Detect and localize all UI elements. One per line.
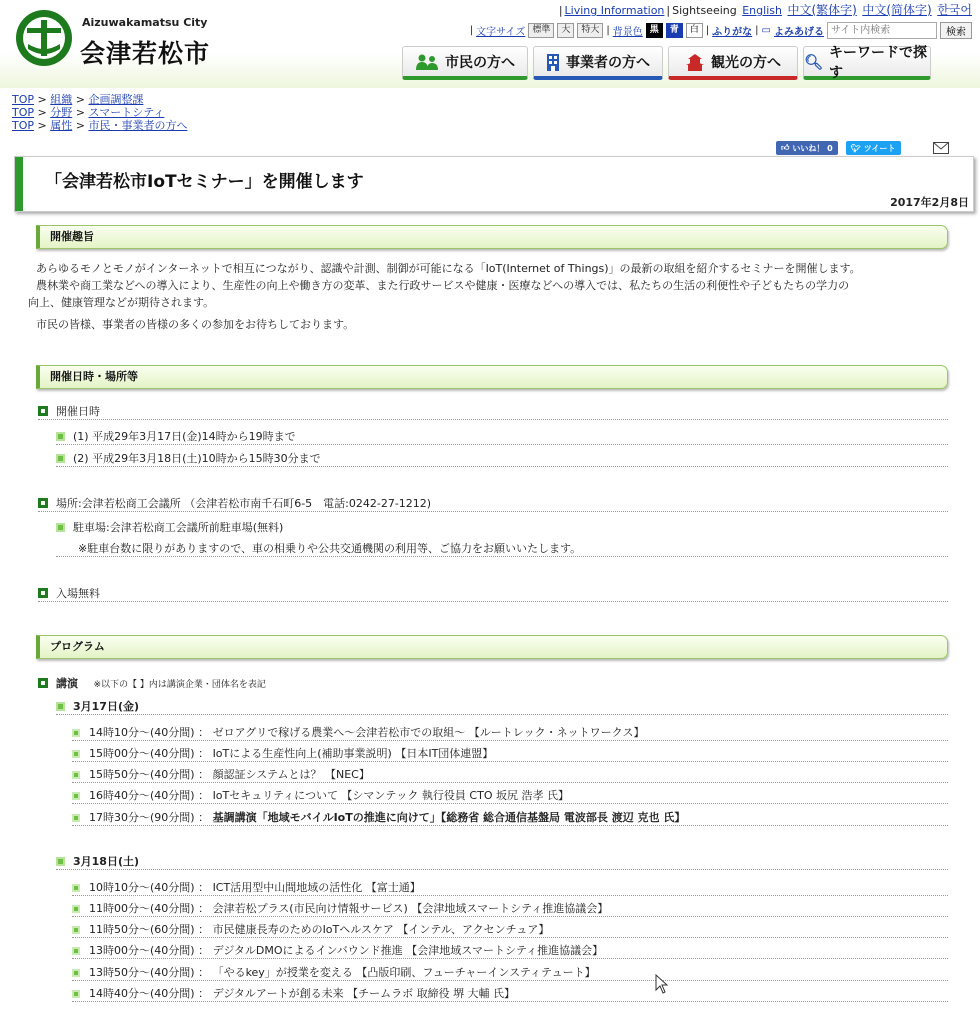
magnifier-icon: 🔍︎: [804, 52, 824, 71]
purpose-line: 向上、健康管理などが期待されます。: [28, 296, 215, 309]
program-item: [72, 901, 948, 917]
bg-black-button[interactable]: 黒: [646, 23, 663, 38]
program-text: 10時10分～(40分間) ： ICT活用型中山間地域の活性化 【富士通】: [89, 881, 421, 894]
day-label: 3月18日(土): [73, 855, 140, 868]
program-text: 15時50分～(40分間) ： 顔認証システムとは？ 【NEC】: [89, 768, 370, 781]
site-search-input[interactable]: [827, 22, 937, 39]
square-bullet-icon: [56, 523, 65, 532]
mail-icon[interactable]: [933, 142, 949, 154]
program-text: 13時50分～(40分間) ： 「やるkey」が授業を変える 【凸版印刷、フューチャーインスティテュート】: [89, 966, 596, 979]
list-item: [56, 451, 948, 467]
program-text: 15時00分～(40分間) ： IoTによる生産性向上(補助事業説明) 【日本IT団体連盟】: [89, 747, 494, 760]
nav-tourism-label: 観光の方へ: [711, 54, 781, 71]
building-icon: [546, 53, 560, 71]
list-item: [56, 520, 948, 535]
square-bullet-icon: [38, 678, 48, 688]
purpose-line: あらゆるモノとモノがインターネットで相互につながり、認識や計測、制御が可能になる「IoT(Internet of Things)」の最新の取組を紹介するセミナーを開催します。: [36, 262, 861, 275]
twitter-bird-icon: 🐦︎: [850, 143, 861, 153]
purpose-line: 農林業や商工業などへの導入により、生産性の向上や働き方の変革、また行政サービスや健康・医療などへの導入では、私たちの生活の利便性や子どもたちの学力の: [36, 279, 850, 292]
program-text: 11時50分～(60分間) ： 市民健康長寿のためのIoTヘルスケア 【インテル、アクセンチュア】: [89, 923, 550, 936]
venue-text: 場所:会津若松商工会議所 （会津若松市南千石町6-5 電話:0242-27-1212): [56, 497, 432, 510]
program-item: [72, 986, 948, 1002]
search-button[interactable]: 検索: [940, 22, 972, 39]
list-item: [38, 586, 948, 602]
thumbs-up-icon: 👍︎: [781, 143, 790, 152]
program-item-keynote: [72, 810, 948, 826]
section-heading-program: プログラム: [36, 635, 948, 659]
traditional-chinese-link[interactable]: 中文(繁体字): [787, 3, 857, 17]
font-size-standard-button[interactable]: 標準: [528, 23, 554, 38]
tweet-button[interactable]: [846, 141, 901, 155]
keynote-text: 基調講演「地域モバイルIoTの推進に向けて」【総務省 総合通信基盤局 電波部長 渡辺 克也 氏】: [212, 811, 686, 824]
list-item: [38, 496, 948, 512]
program-item: [72, 767, 948, 783]
korean-link[interactable]: 한국어: [937, 3, 972, 17]
breadcrumb-link[interactable]: 属性: [50, 119, 73, 132]
nav-keyword-label: キーワードで探す: [829, 44, 928, 81]
parking-note: ※駐車台数に限りがありますので、車の相乗りや公共交通機関の利用等、ご協力をお願いいたします。: [78, 542, 582, 555]
section-heading-schedule: 開催日時・場所等: [36, 365, 948, 389]
people-icon: [415, 54, 439, 70]
site-header: [0, 0, 980, 88]
font-size-xlarge-button[interactable]: 特大: [577, 23, 603, 38]
square-bullet-icon: [72, 729, 80, 737]
breadcrumb: TOP > 分野 > スマートシティ: [12, 106, 165, 119]
list-item: [56, 429, 948, 445]
section-heading-purpose: 開催趣旨: [36, 225, 948, 249]
breadcrumbs: [12, 93, 187, 132]
simplified-chinese-link[interactable]: 中文(简体字): [862, 3, 932, 17]
datetime-label: 開催日時: [56, 405, 100, 418]
nav-keyword-search-button[interactable]: [803, 46, 931, 80]
program-item: [72, 943, 948, 959]
square-bullet-icon: [72, 884, 80, 892]
bg-white-button[interactable]: 白: [686, 23, 703, 38]
city-emblem-icon[interactable]: [14, 8, 74, 68]
breadcrumb-link[interactable]: 組織: [50, 93, 73, 106]
program-item: [72, 965, 948, 981]
nav-citizens-button[interactable]: [402, 46, 528, 80]
living-information-link[interactable]: Living Information: [564, 4, 665, 17]
castle-icon: [685, 53, 705, 71]
nav-business-button[interactable]: [533, 46, 663, 80]
sightseeing-link[interactable]: Sightseeing: [672, 4, 737, 17]
program-text: 14時10分～(40分間) ： ゼロアグリで稼げる農業へ～会津若松市での取組～ 【ルートレック・ネットワークス】: [89, 726, 645, 739]
lecture-label: 講演: [56, 677, 78, 690]
accessibility-toolbar: | 文字サイズ 標準 大 特大 | 背景色 黒 青 白 | ふりがな | ▭ よみあげる サイト内検索 検索: [470, 22, 972, 39]
logo-english[interactable]: Aizuwakamatsu City: [82, 16, 208, 29]
nav-tourism-button[interactable]: [668, 46, 798, 80]
program-text: 14時40分～(40分間) ： デジタルアートが創る未来 【チームラボ 取締役 堺 大輔 氏】: [89, 987, 516, 1000]
like-label: いいね！ 0: [792, 143, 833, 153]
main-navigation: [402, 46, 931, 80]
square-bullet-icon: [72, 905, 80, 913]
publish-date: 2017年2月8日: [890, 196, 969, 209]
square-bullet-icon: [56, 432, 65, 441]
bg-blue-button[interactable]: 青: [666, 23, 683, 38]
share-buttons: [776, 141, 949, 155]
breadcrumb-top-link[interactable]: TOP: [12, 106, 35, 119]
bg-color-label: 背景色: [612, 27, 643, 38]
breadcrumb-link[interactable]: スマートシティ: [88, 106, 165, 119]
square-bullet-icon: [72, 947, 80, 955]
square-bullet-icon: [56, 702, 65, 711]
furigana-link[interactable]: ふりがな: [712, 27, 753, 38]
program-text: 13時00分～(40分間) ： デジタルDMOによるインバウンド推進 【会津地域スマートシティ推進協議会】: [89, 944, 604, 957]
program-text: 11時00分～(40分間) ： 会津若松プラス(市民向け情報サービス) 【会津地域スマートシティ推進協議会】: [89, 902, 609, 915]
program-item: [72, 746, 948, 762]
list-item: [56, 854, 948, 870]
tweet-label: ツイート: [863, 143, 896, 153]
admission-text: 入場無料: [56, 587, 100, 600]
nav-citizens-label: 市民の方へ: [445, 54, 515, 71]
program-item: [72, 922, 948, 938]
square-bullet-icon: [72, 750, 80, 758]
breadcrumb-top-link[interactable]: TOP: [12, 93, 35, 106]
day-label: 3月17日(金): [73, 700, 140, 713]
breadcrumb-link[interactable]: 分野: [50, 106, 73, 119]
font-size-label: 文字サイズ: [476, 27, 526, 38]
nav-business-label: 事業者の方へ: [566, 54, 650, 71]
facebook-like-button[interactable]: [776, 141, 838, 155]
square-bullet-icon: [72, 990, 80, 998]
program-item: [72, 725, 948, 741]
list-item: [38, 404, 948, 420]
purpose-line: 市民の皆様、事業者の皆様の多くの参加をお待ちしております。: [36, 318, 355, 331]
speaker-icon: ▭: [761, 25, 771, 36]
square-bullet-icon: [56, 857, 65, 866]
date-text: (2) 平成29年3月18日(土)10時から15時30分まで: [73, 452, 321, 465]
square-bullet-icon: [72, 814, 80, 822]
breadcrumb-top-link[interactable]: TOP: [12, 119, 35, 132]
program-text: 16時40分～(40分間) ： IoTセキュリティについて 【シマンテック 執行役員 CTO 坂尻 浩孝 氏】: [89, 789, 569, 802]
square-bullet-icon: [72, 792, 80, 800]
square-bullet-icon: [72, 926, 80, 934]
read-aloud-link[interactable]: よみあげる: [774, 27, 824, 38]
title-accent-bar: [15, 157, 23, 211]
list-item: [38, 676, 948, 693]
breadcrumb-link[interactable]: 市民・事業者の方へ: [88, 119, 188, 132]
square-bullet-icon: [38, 498, 48, 508]
date-text: (1) 平成29年3月17日(金)14時から19時まで: [73, 430, 296, 443]
font-size-large-button[interactable]: 大: [557, 23, 574, 38]
program-time: 17時30分～(90分間) ：: [89, 811, 213, 824]
logo-japanese[interactable]: 会津若松市: [80, 39, 211, 68]
breadcrumb: TOP > 組織 > 企画調整課: [12, 93, 144, 106]
square-bullet-icon: [38, 406, 48, 416]
breadcrumb-link[interactable]: 企画調整課: [88, 93, 144, 106]
square-bullet-icon: [72, 771, 80, 779]
page-title: 「会津若松市IoTセミナー」を開催します: [45, 172, 364, 192]
breadcrumb: TOP > 属性 > 市民・事業者の方へ: [12, 119, 188, 132]
parking-text: 駐車場:会津若松商工会議所前駐車場(無料): [73, 521, 284, 534]
mouse-cursor-icon: [655, 974, 669, 994]
program-item: [72, 880, 948, 896]
square-bullet-icon: [72, 969, 80, 977]
square-bullet-icon: [38, 588, 48, 598]
language-links: | Living Information | Sightseeing English 中文(繁体字) 中文(简体字) 한국어: [558, 3, 972, 17]
list-item: [56, 541, 948, 557]
english-link[interactable]: English: [742, 4, 782, 17]
program-item: [72, 788, 948, 804]
list-item: [56, 699, 948, 715]
lecture-note: ※以下の【 】内は講演企業・団体名を表記: [93, 680, 266, 690]
square-bullet-icon: [56, 454, 65, 463]
title-box: [14, 156, 974, 212]
